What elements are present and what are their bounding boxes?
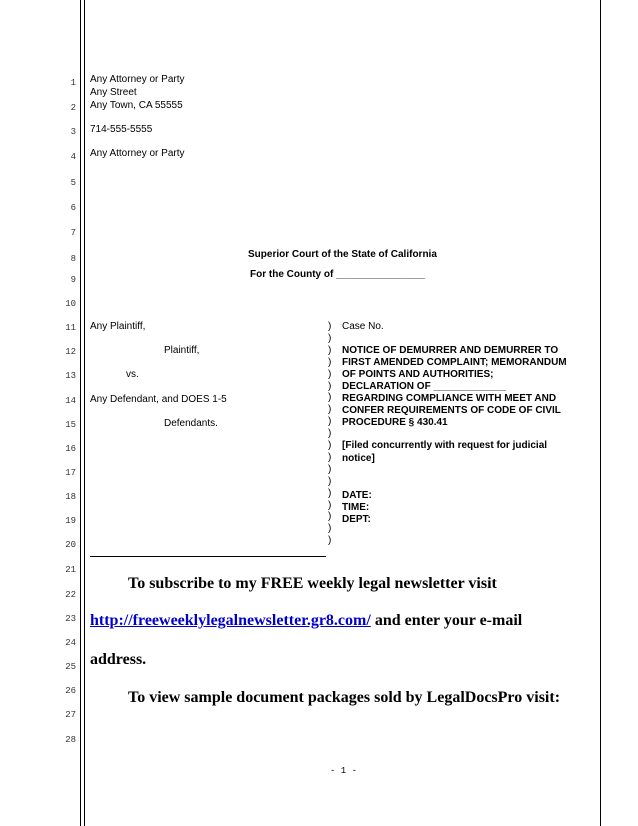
line-number: 16 [65, 444, 76, 454]
newsletter-line-3: address. [90, 651, 147, 668]
newsletter-line-4: To view sample document packages sold by LegalDocsPro visit: [128, 689, 561, 706]
caption-paren: ) [328, 475, 332, 487]
court-name: Superior Court of the State of California [248, 249, 437, 260]
line-number: 1 [70, 78, 76, 88]
line-number: 7 [70, 228, 76, 238]
caption-paren: ) [328, 535, 332, 547]
caption-paren: ) [328, 321, 332, 332]
line-number: 9 [70, 275, 76, 285]
document-title-line: REGARDING COMPLIANCE WITH MEET AND [342, 393, 557, 404]
line-number: 12 [65, 347, 76, 357]
line-number: 28 [65, 735, 76, 745]
caption-paren: ) [328, 428, 332, 440]
line-number: 11 [65, 323, 76, 333]
line-number: 8 [70, 254, 76, 264]
line-number: 24 [65, 638, 76, 648]
attorney-city: Any Town, CA 55555 [90, 100, 183, 111]
line-number: 6 [70, 203, 76, 213]
case-number: Case No. [342, 321, 384, 332]
caption-paren: ) [328, 356, 332, 368]
line-number: 13 [65, 371, 76, 381]
document-title-line: FIRST AMENDED COMPLAINT; MEMORANDUM [342, 357, 567, 368]
hearing-date: DATE: [342, 490, 372, 501]
line-number: 22 [65, 590, 76, 600]
document-title-line: PROCEDURE § 430.41 [342, 417, 448, 428]
caption-paren: ) [328, 416, 332, 428]
plaintiff-label: Plaintiff, [164, 345, 200, 356]
caption-paren: ) [328, 332, 332, 344]
caption-paren: ) [328, 392, 332, 404]
caption-paren: ) [328, 380, 332, 392]
document-title-line: NOTICE OF DEMURRER AND DEMURRER TO [342, 345, 559, 356]
attorney-street: Any Street [90, 87, 137, 98]
caption-paren: ) [328, 499, 332, 511]
newsletter-link[interactable]: http://freeweeklylegalnewsletter.gr8.com/ [90, 612, 371, 629]
versus-label: vs. [126, 369, 139, 380]
line-number: 19 [65, 516, 76, 526]
line-number: 10 [65, 299, 76, 309]
document-title-line: DECLARATION OF _____________ [342, 381, 506, 392]
line-number: 27 [65, 710, 76, 720]
plaintiff-name: Any Plaintiff, [90, 321, 146, 332]
hearing-dept: DEPT: [342, 514, 371, 525]
caption-paren: ) [328, 487, 332, 499]
line-number: 2 [70, 103, 76, 113]
line-number: 3 [70, 127, 76, 137]
line-number: 4 [70, 152, 76, 162]
document-title-line: OF POINTS AND AUTHORITIES; [342, 369, 494, 380]
line-number: 17 [65, 468, 76, 478]
defendant-label: Defendants. [164, 418, 218, 429]
hearing-time: TIME: [342, 502, 370, 513]
newsletter-line-2-rest: and enter your e-mail [370, 612, 523, 629]
line-number: 26 [65, 686, 76, 696]
caption-paren: ) [328, 463, 332, 475]
line-number: 21 [65, 565, 76, 575]
caption-paren: ) [328, 451, 332, 463]
filed-line-2: notice] [342, 453, 375, 464]
defendant-name: Any Defendant, and DOES 1-5 [90, 394, 227, 405]
line-number: 15 [65, 420, 76, 430]
document-title-line: CONFER REQUIREMENTS OF CODE OF CIVIL [342, 405, 561, 416]
left-margin-rule-1 [80, 0, 81, 826]
attorney-name: Any Attorney or Party [90, 74, 185, 85]
caption-underline [90, 556, 326, 557]
line-number: 14 [65, 396, 76, 406]
attorney-phone: 714-555-5555 [90, 124, 153, 135]
newsletter-line-1: To subscribe to my FREE weekly legal newsletter visit [128, 575, 497, 592]
caption-paren: ) [328, 523, 332, 535]
filed-line-1: [Filed concurrently with request for judicial [342, 440, 548, 451]
left-margin-rule-2 [84, 0, 85, 826]
line-number: 20 [65, 540, 76, 550]
attorney-for: Any Attorney or Party [90, 148, 185, 159]
line-number: 23 [65, 614, 76, 624]
caption-paren: ) [328, 440, 332, 451]
caption-paren: ) [328, 404, 332, 416]
line-number: 5 [70, 178, 76, 188]
caption-paren: ) [328, 511, 332, 523]
page-number: - 1 - [330, 766, 358, 776]
line-number: 25 [65, 662, 76, 672]
caption-paren: ) [328, 368, 332, 380]
line-number: 18 [65, 492, 76, 502]
newsletter-line-2 [90, 612, 522, 630]
right-margin-rule [600, 0, 601, 826]
caption-paren: ) [328, 344, 332, 356]
court-county: For the County of ________________ [250, 269, 426, 280]
